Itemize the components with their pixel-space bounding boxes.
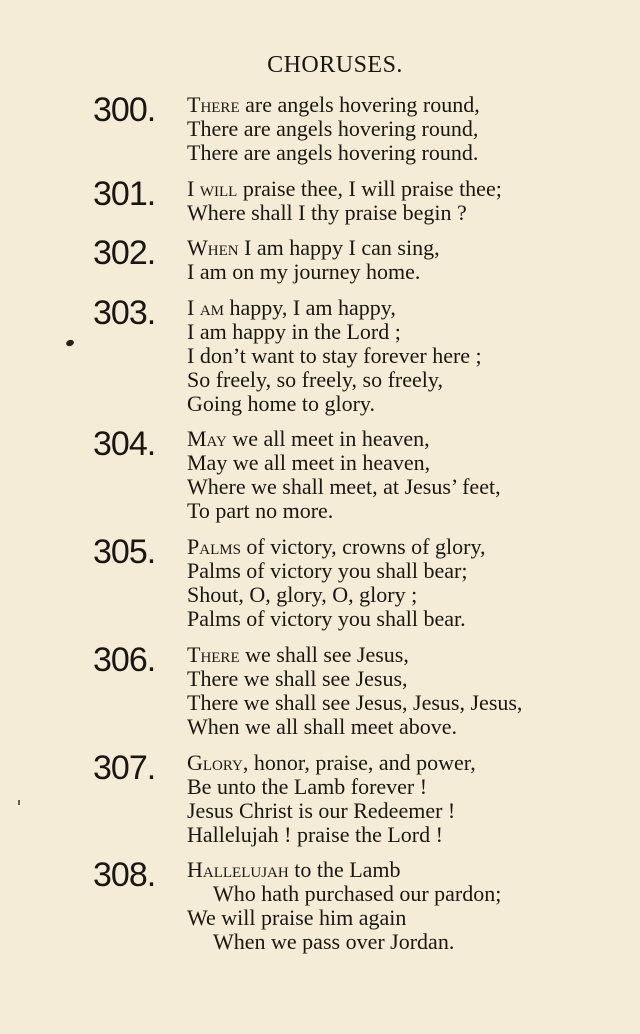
hymn-number: 308. — [93, 856, 156, 894]
hymn-number: 300. — [93, 91, 156, 129]
hymn-number: 302. — [93, 234, 156, 272]
hymn-line: Shout, O, glory, O, glory ; — [187, 582, 418, 607]
hymn-line: Hallelujah to the Lamb — [187, 857, 401, 882]
hymn-line: There we shall see Jesus, — [187, 642, 409, 667]
hymn-line: I am happy in the Lord ; — [187, 319, 401, 344]
hymn-number: 304. — [93, 425, 156, 463]
hymn-line: Palms of victory, crowns of glory, — [187, 534, 486, 559]
hymn-line: May we all meet in heaven, — [187, 426, 430, 451]
hymn-line: I don’t want to stay forever here ; — [187, 343, 482, 368]
hymn-line: I will praise thee, I will praise thee; — [187, 176, 502, 201]
hymn-line: When we pass over Jordan. — [213, 929, 455, 954]
hymn-line: Palms of victory you shall bear. — [187, 606, 466, 631]
hymn-line: When we all shall meet above. — [187, 714, 458, 739]
hymn-line: Palms of victory you shall bear; — [187, 558, 468, 583]
hymn-line: Going home to glory. — [187, 391, 375, 416]
hymn-text — [187, 643, 627, 739]
hymn-number: 301. — [93, 175, 156, 213]
hymn-text — [187, 535, 627, 631]
hymn-number: 305. — [93, 533, 156, 571]
hymn-number: 306. — [93, 641, 156, 679]
hymn-line: Where shall I thy praise begin ? — [187, 200, 467, 225]
ink-blot — [65, 339, 75, 347]
hymn-line: There are angels hovering round, — [187, 116, 479, 141]
hymn-line: When I am happy I can sing, — [187, 235, 440, 260]
hymn-number: 303. — [93, 294, 156, 332]
hymn-line: May we all meet in heaven, — [187, 450, 431, 475]
hymn-line: There are angels hovering round, — [187, 92, 480, 117]
hymn-line: Hallelujah ! praise the Lord ! — [187, 822, 443, 847]
hymn-text — [187, 858, 627, 954]
hymn-line: I am on my journey home. — [187, 259, 421, 284]
hymn-text — [187, 236, 627, 284]
hymn-text — [187, 177, 627, 225]
hymn-text — [187, 427, 627, 523]
hymn-text — [187, 296, 627, 416]
hymn-line: We will praise him again — [187, 905, 407, 930]
page-heading: CHORUSES. — [267, 52, 403, 78]
hymn-text — [187, 751, 627, 847]
hymn-line: Glory, honor, praise, and power, — [187, 750, 476, 775]
hymn-line: So freely, so freely, so freely, — [187, 367, 443, 392]
hymn-line: There we shall see Jesus, — [187, 666, 408, 691]
hymn-line: Be unto the Lamb forever ! — [187, 774, 428, 799]
hymn-line: Jesus Christ is our Redeemer ! — [187, 798, 456, 823]
paper-mark — [18, 800, 20, 805]
hymn-line: To part no more. — [187, 498, 334, 523]
hymn-line: Who hath purchased our pardon; — [213, 881, 502, 906]
hymn-line: I am happy, I am happy, — [187, 295, 396, 320]
hymn-line: There are angels hovering round. — [187, 140, 479, 165]
hymn-line: There we shall see Jesus, Jesus, Jesus, — [187, 690, 523, 715]
hymn-line: Where we shall meet, at Jesus’ feet, — [187, 474, 501, 499]
hymn-text — [187, 93, 627, 165]
hymn-number: 307. — [93, 749, 156, 787]
